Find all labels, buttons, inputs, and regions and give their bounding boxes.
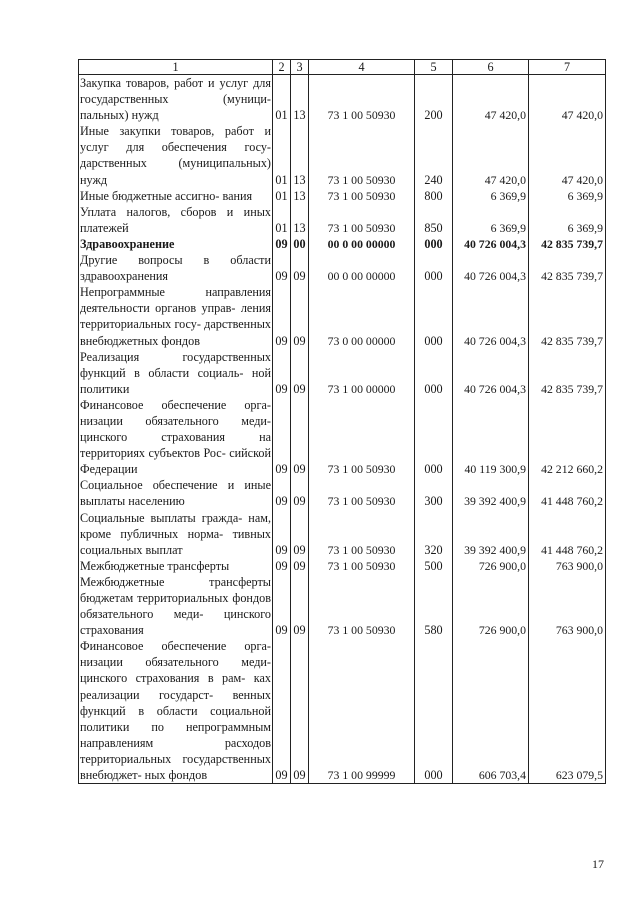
amount-col-6: 40 726 004,3 <box>453 284 529 348</box>
table-row <box>79 349 606 397</box>
table-row <box>79 558 606 574</box>
amount-col-6: 40 726 004,3 <box>453 349 529 397</box>
subsection-code: 09 <box>291 574 309 638</box>
expense-type-code: 500 <box>415 558 453 574</box>
expense-type-code: 200 <box>415 75 453 124</box>
subsection-code: 13 <box>291 204 309 236</box>
row-name: Иные закупки товаров, работ и услуг для обеспечения госу- дарственных (муниципальных) нужд <box>80 124 271 187</box>
header-cell: 7 <box>529 60 606 75</box>
expense-type-code: 320 <box>415 510 453 558</box>
section-code: 09 <box>273 510 291 558</box>
subsection-code: 13 <box>291 123 309 187</box>
amount-col-7: 47 420,0 <box>529 123 606 187</box>
budget-table <box>78 59 606 784</box>
subsection-code: 09 <box>291 284 309 348</box>
expense-type-code: 000 <box>415 252 453 284</box>
amount-col-6: 39 392 400,9 <box>453 477 529 509</box>
row-name: Реализация государственных функций в области социаль- ной политики <box>80 349 271 396</box>
amount-col-7: 42 212 660,2 <box>529 397 606 477</box>
amount-col-7: 6 369,9 <box>529 204 606 236</box>
target-article-code: 73 1 00 50930 <box>309 123 415 187</box>
subsection-code: 13 <box>291 188 309 204</box>
header-row <box>79 60 606 75</box>
subsection-code: 09 <box>291 397 309 477</box>
subsection-code: 09 <box>291 510 309 558</box>
amount-col-6: 726 900,0 <box>453 574 529 638</box>
target-article-code: 73 1 00 50930 <box>309 75 415 124</box>
target-article-code: 00 0 00 00000 <box>309 252 415 284</box>
amount-col-6: 6 369,9 <box>453 204 529 236</box>
table-row <box>79 477 606 509</box>
row-name: Межбюджетные трансферты <box>79 558 273 574</box>
expense-type-code: 000 <box>415 638 453 783</box>
row-name: Уплата налогов, сборов и иных платежей <box>80 204 271 235</box>
expense-type-code: 800 <box>415 188 453 204</box>
header-cell: 1 <box>79 60 273 75</box>
row-name: Другие вопросы в области здравоохранения <box>80 253 271 284</box>
amount-col-6: 40 726 004,3 <box>453 236 529 252</box>
table-row <box>79 574 606 638</box>
table-row <box>79 284 606 348</box>
amount-col-7: 6 369,9 <box>529 188 606 204</box>
table-row <box>79 638 606 783</box>
subsection-code: 09 <box>291 558 309 574</box>
amount-col-6: 606 703,4 <box>453 638 529 783</box>
expense-type-code: 850 <box>415 204 453 236</box>
row-name: Социальное обеспечение и иные выплаты населению <box>80 478 271 509</box>
target-article-code: 73 1 00 99999 <box>309 638 415 783</box>
row-name: Финансовое обеспечение орга- низации обязательного меди- цинского страхования в рам- ках реализации государст- венных функций в области социальной политики по непрограммным направлениям расходов территориальных государственных внебюджет- ных фондов <box>80 639 271 783</box>
row-name: Межбюджетные трансферты бюджетам территориальных фондов обязательного меди- цинского страхования <box>80 574 271 638</box>
amount-col-6: 39 392 400,9 <box>453 510 529 558</box>
table-row <box>79 204 606 236</box>
amount-col-7: 42 835 739,7 <box>529 252 606 284</box>
section-code: 09 <box>273 638 291 783</box>
amount-col-7: 42 835 739,7 <box>529 236 606 252</box>
amount-col-7: 763 900,0 <box>529 574 606 638</box>
subsection-code: 09 <box>291 252 309 284</box>
table-row <box>79 397 606 477</box>
amount-col-7: 41 448 760,2 <box>529 477 606 509</box>
row-name: Непрограммные направления деятельности органов управ- ления территориальных госу- дарственных внебюджетных фондов <box>80 285 271 348</box>
section-code: 09 <box>273 284 291 348</box>
subsection-code: 00 <box>291 236 309 252</box>
subsection-code: 13 <box>291 75 309 124</box>
expense-type-code: 000 <box>415 284 453 348</box>
target-article-code: 73 1 00 50930 <box>309 510 415 558</box>
amount-col-7: 42 835 739,7 <box>529 349 606 397</box>
target-article-code: 73 1 00 50930 <box>309 204 415 236</box>
header-cell: 2 <box>273 60 291 75</box>
amount-col-6: 47 420,0 <box>453 75 529 124</box>
amount-col-7: 623 079,5 <box>529 638 606 783</box>
row-name: Финансовое обеспечение орга- низации обязательного меди- цинского страхования на территориях субъектов Рос- сийской Федерации <box>80 397 271 477</box>
subsection-code: 09 <box>291 349 309 397</box>
header-cell: 4 <box>309 60 415 75</box>
section-code: 09 <box>273 574 291 638</box>
target-article-code: 73 1 00 50930 <box>309 397 415 477</box>
table-row <box>79 252 606 284</box>
expense-type-code: 580 <box>415 574 453 638</box>
amount-col-6: 47 420,0 <box>453 123 529 187</box>
amount-col-7: 42 835 739,7 <box>529 284 606 348</box>
table-row <box>79 236 606 252</box>
subsection-code: 09 <box>291 638 309 783</box>
target-article-code: 73 1 00 50930 <box>309 574 415 638</box>
header-cell: 6 <box>453 60 529 75</box>
table-row <box>79 188 606 204</box>
amount-col-6: 40 119 300,9 <box>453 397 529 477</box>
section-code: 09 <box>273 558 291 574</box>
section-code: 09 <box>273 236 291 252</box>
section-code: 09 <box>273 477 291 509</box>
target-article-code: 73 1 00 50930 <box>309 188 415 204</box>
target-article-code: 00 0 00 00000 <box>309 236 415 252</box>
section-code: 01 <box>273 123 291 187</box>
amount-col-7: 41 448 760,2 <box>529 510 606 558</box>
target-article-code: 73 1 00 00000 <box>309 349 415 397</box>
section-code: 09 <box>273 252 291 284</box>
amount-col-7: 763 900,0 <box>529 558 606 574</box>
header-cell: 3 <box>291 60 309 75</box>
page-number: 17 <box>592 857 604 871</box>
row-name: Здравоохранение <box>79 236 273 252</box>
amount-col-6: 40 726 004,3 <box>453 252 529 284</box>
table-row <box>79 510 606 558</box>
row-name: Иные бюджетные ассигно- вания <box>79 188 273 204</box>
expense-type-code: 240 <box>415 123 453 187</box>
section-code: 01 <box>273 75 291 124</box>
section-code: 09 <box>273 397 291 477</box>
row-name: Закупка товаров, работ и услуг для государственных (муници- пальных) нужд <box>80 76 271 123</box>
amount-col-6: 6 369,9 <box>453 188 529 204</box>
amount-col-7: 47 420,0 <box>529 75 606 124</box>
section-code: 01 <box>273 204 291 236</box>
header-cell: 5 <box>415 60 453 75</box>
amount-col-6: 726 900,0 <box>453 558 529 574</box>
expense-type-code: 000 <box>415 397 453 477</box>
section-code: 09 <box>273 349 291 397</box>
target-article-code: 73 0 00 00000 <box>309 284 415 348</box>
subsection-code: 09 <box>291 477 309 509</box>
target-article-code: 73 1 00 50930 <box>309 477 415 509</box>
section-code: 01 <box>273 188 291 204</box>
expense-type-code: 000 <box>415 349 453 397</box>
expense-type-code: 300 <box>415 477 453 509</box>
expense-type-code: 000 <box>415 236 453 252</box>
table-row <box>79 123 606 187</box>
target-article-code: 73 1 00 50930 <box>309 558 415 574</box>
table-row <box>79 75 606 124</box>
row-name: Социальные выплаты гражда- нам, кроме публичных норма- тивных социальных выплат <box>80 510 271 557</box>
